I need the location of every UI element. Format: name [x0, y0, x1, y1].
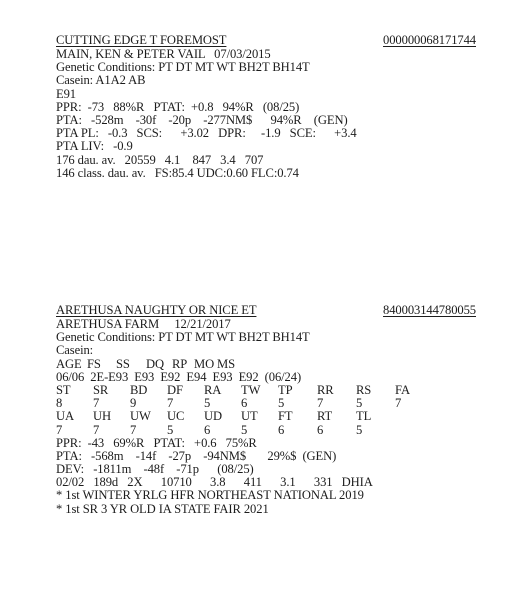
registration-number: 000000068171744 — [383, 33, 476, 47]
linear-headers-row-1 — [56, 384, 476, 397]
linear-trait-header: DF — [167, 382, 183, 397]
linear-values-row-1 — [56, 397, 476, 410]
linear-trait-header: UT — [241, 409, 258, 424]
linear-trait-header: UC — [167, 409, 185, 424]
linear-trait-header: UA — [56, 409, 74, 424]
linear-trait-header: UW — [130, 409, 151, 424]
linear-trait-header: ST — [56, 382, 71, 397]
linear-trait-value: 7 — [317, 396, 324, 411]
linear-trait-value: 7 — [93, 396, 100, 411]
linear-trait-header: FT — [278, 409, 293, 424]
animal-record-2 — [56, 303, 476, 516]
pta-line: PTA: -568m -14f -27p -94NM$ 29%$ (GEN) — [56, 448, 337, 463]
linear-trait-value: 6 — [278, 422, 285, 437]
linear-trait-header: TW — [241, 382, 261, 397]
ppr-line: PPR: -43 69%R PTAT: +0.6 75%R — [56, 435, 257, 450]
linear-trait-header: FA — [395, 382, 410, 397]
pta-liv-line: PTA LIV: -0.9 — [56, 139, 133, 154]
linear-trait-value: 5 — [204, 396, 211, 411]
linear-trait-header: BD — [130, 382, 148, 397]
linear-trait-value: 5 — [241, 422, 248, 437]
award-line: * 1st SR 3 YR OLD IA STATE FAIR 2021 — [56, 501, 269, 516]
linear-trait-header: RA — [204, 382, 222, 397]
record-header — [56, 33, 476, 47]
score-headers-row — [56, 358, 476, 371]
animal-record-1 — [56, 33, 476, 180]
linear-trait-value: 7 — [395, 396, 402, 411]
linear-trait-value: 5 — [167, 422, 174, 437]
score-values-line: 06/06 2E-E93 E93 E92 E94 E93 E92 (06/24) — [56, 369, 302, 384]
animal-name: CUTTING EDGE T FOREMOST — [56, 33, 227, 47]
registration-number: 840003144780055 — [383, 303, 476, 317]
breeder-line: MAIN, KEN & PETER VAIL 07/03/2015 — [56, 47, 271, 61]
linear-trait-header: TL — [356, 409, 372, 424]
classified-daughter-average-line: 146 class. dau. av. FS:85.4 UDC:0.60 FLC:0.74 — [56, 165, 299, 180]
score-header: AGE — [56, 356, 82, 371]
linear-trait-header: UD — [204, 409, 222, 424]
linear-trait-header: UH — [93, 409, 111, 424]
score-header: RP — [172, 356, 188, 371]
ppr-line: PPR: -73 88%R PTAT: +0.8 94%R (08/25) — [56, 99, 300, 114]
linear-trait-value: 6 — [204, 422, 211, 437]
linear-trait-value: 7 — [130, 422, 137, 437]
linear-trait-header: RS — [356, 382, 372, 397]
score-header: FS — [87, 356, 101, 371]
dev-line: DEV: -1811m -48f -71p (08/25) — [56, 462, 254, 477]
score-header: MS — [217, 356, 236, 371]
linear-trait-value: 5 — [356, 422, 363, 437]
linear-trait-value: 7 — [93, 422, 100, 437]
linear-trait-header: RR — [317, 382, 334, 397]
linear-trait-value: 5 — [356, 396, 363, 411]
breeder-line: ARETHUSA FARM 12/21/2017 — [56, 317, 231, 331]
pta-line: PTA: -528m -30f -20p -277NM$ 94%R (GEN) — [56, 112, 348, 127]
score-header: MO — [194, 356, 215, 371]
linear-values-row-2 — [56, 424, 476, 437]
linear-trait-header: RT — [317, 409, 333, 424]
linear-trait-value: 7 — [56, 422, 63, 437]
animal-name: ARETHUSA NAUGHTY OR NICE ET — [56, 303, 257, 317]
genetic-conditions-line: Genetic Conditions: PT DT MT WT BH2T BH14T — [56, 330, 310, 345]
score-header: SS — [116, 356, 130, 371]
daughter-average-line: 176 dau. av. 20559 4.1 847 3.4 707 — [56, 152, 264, 167]
linear-trait-value: 7 — [167, 396, 174, 411]
linear-trait-value: 8 — [56, 396, 63, 411]
linear-trait-header: TP — [278, 382, 293, 397]
linear-headers-row-2 — [56, 410, 476, 423]
record-header — [56, 303, 476, 317]
lactation-record-line: 02/02 189d 2X 10710 3.8 411 3.1 331 DHIA — [56, 475, 373, 490]
score-header: DQ — [146, 356, 164, 371]
linear-trait-value: 6 — [317, 422, 324, 437]
casein-line: Casein: A1A2 AB — [56, 73, 146, 88]
casein-line: Casein: — [56, 343, 94, 358]
pta-pl-line: PTA PL: -0.3 SCS: +3.02 DPR: -1.9 SCE: +3.4 — [56, 126, 357, 141]
linear-trait-header: SR — [93, 382, 109, 397]
linear-trait-value: 9 — [130, 396, 137, 411]
linear-trait-value: 5 — [278, 396, 285, 411]
award-line: * 1st WINTER YRLG HFR NORTHEAST NATIONAL 2019 — [56, 488, 364, 503]
linear-trait-value: 6 — [241, 396, 248, 411]
genetic-conditions-line: Genetic Conditions: PT DT MT WT BH2T BH14T — [56, 60, 310, 75]
classification-line: E91 — [56, 86, 76, 101]
